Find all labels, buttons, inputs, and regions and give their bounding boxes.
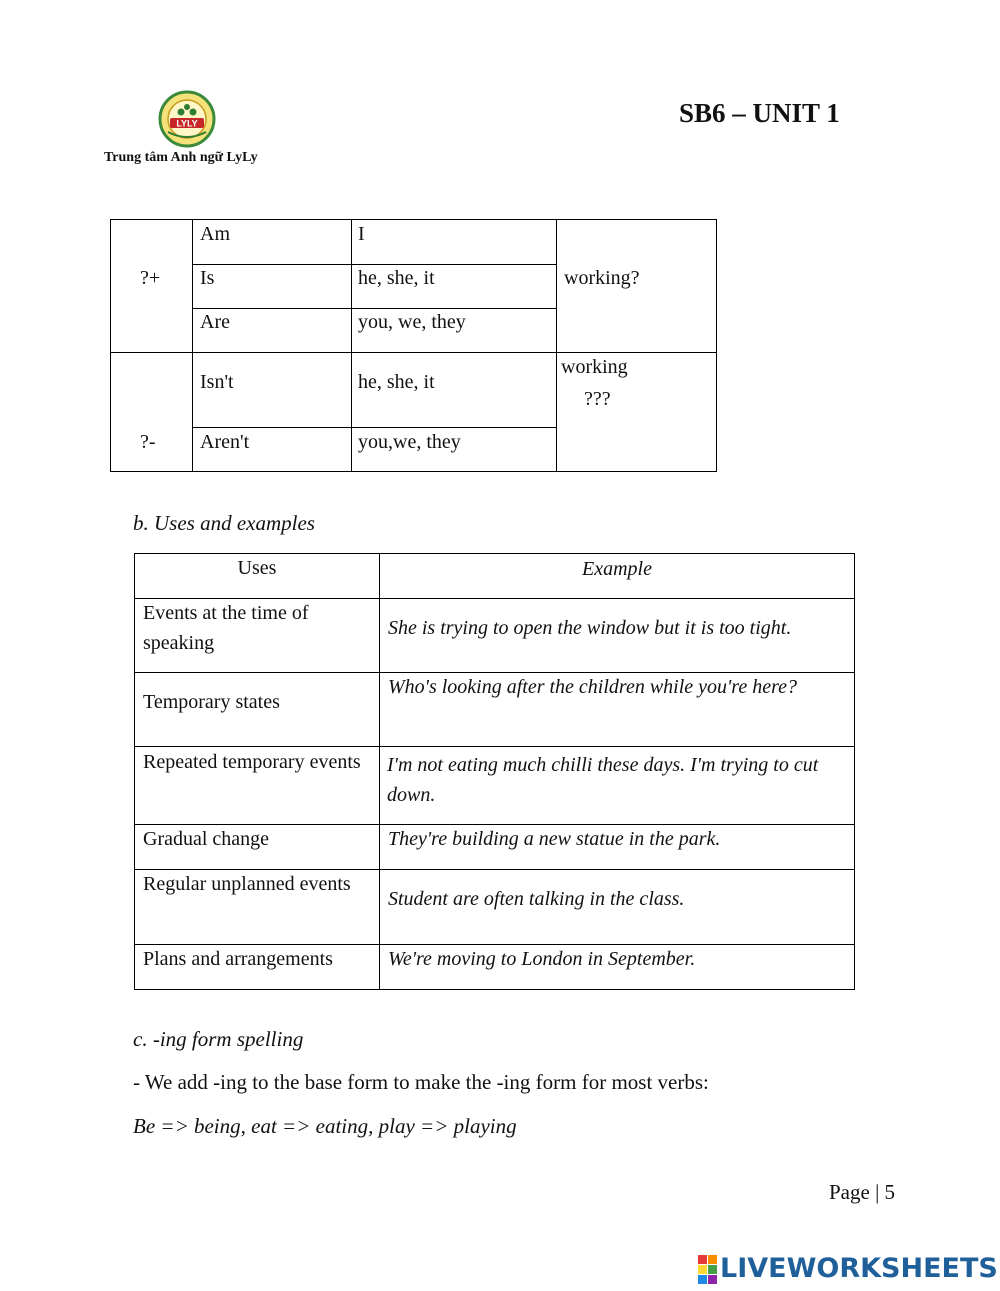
unit-title: SB6 – UNIT 1 <box>679 98 840 128</box>
use-cell: Regular unplanned events <box>143 873 351 895</box>
liveworksheets-logo-icon <box>698 1255 717 1284</box>
svg-text:LYLY: LYLY <box>176 118 198 129</box>
neg-subject-you-we-they: you,we, they <box>358 431 461 453</box>
example-cell: I'm not eating much chilli these days. I'm trying to cut down. <box>387 754 819 806</box>
example-cell: She is trying to open the window but it is too tight. <box>388 617 792 639</box>
aux-isnt: Isn't <box>200 371 234 393</box>
use-cell: Gradual change <box>143 828 270 850</box>
liveworksheets-text: LIVEWORKSHEETS <box>720 1253 998 1284</box>
use-cell: Repeated temporary events <box>143 751 361 773</box>
subject-he-she-it: he, she, it <box>358 267 435 289</box>
aux-arent: Aren't <box>200 431 250 453</box>
use-cell: Plans and arrangements <box>143 948 333 970</box>
example-cell: Student are often talking in the class. <box>388 888 685 910</box>
example-cell: We're moving to London in September. <box>388 948 696 970</box>
liveworksheets-brand <box>698 1254 998 1284</box>
positive-verb: working? <box>564 267 640 289</box>
neg-subject-he-she-it: he, she, it <box>358 371 435 393</box>
example-cell: Who's looking after the children while you're here? <box>388 676 798 698</box>
ing-examples: Be => being, eat => eating, play => playing <box>133 1114 517 1138</box>
negative-verb-mark: ??? <box>584 388 611 410</box>
example-cell: They're building a new statue in the park. <box>388 828 721 850</box>
uses-column-header: Uses <box>237 557 277 579</box>
negative-question-label: ?- <box>140 431 156 453</box>
page-number: Page | 5 <box>829 1180 896 1204</box>
use-cell: Temporary states <box>143 691 280 713</box>
lyly-logo <box>158 90 216 148</box>
aux-is: Is <box>200 267 215 289</box>
section-b-heading: b. Uses and examples <box>133 511 315 535</box>
example-column-header: Example <box>582 558 652 580</box>
center-name: Trung tâm Anh ngữ LyLy <box>104 150 258 165</box>
subject-i: I <box>358 223 365 245</box>
subject-you-we-they: you, we, they <box>358 311 466 333</box>
aux-are: Are <box>200 311 230 333</box>
use-cell: Events at the time of speaking <box>143 602 309 654</box>
negative-verb: working <box>561 356 628 378</box>
ing-rule: - We add -ing to the base form to make the -ing form for most verbs: <box>133 1070 709 1094</box>
aux-am: Am <box>200 223 230 245</box>
section-c-heading: c. -ing form spelling <box>133 1027 304 1051</box>
positive-question-label: ?+ <box>140 267 161 289</box>
